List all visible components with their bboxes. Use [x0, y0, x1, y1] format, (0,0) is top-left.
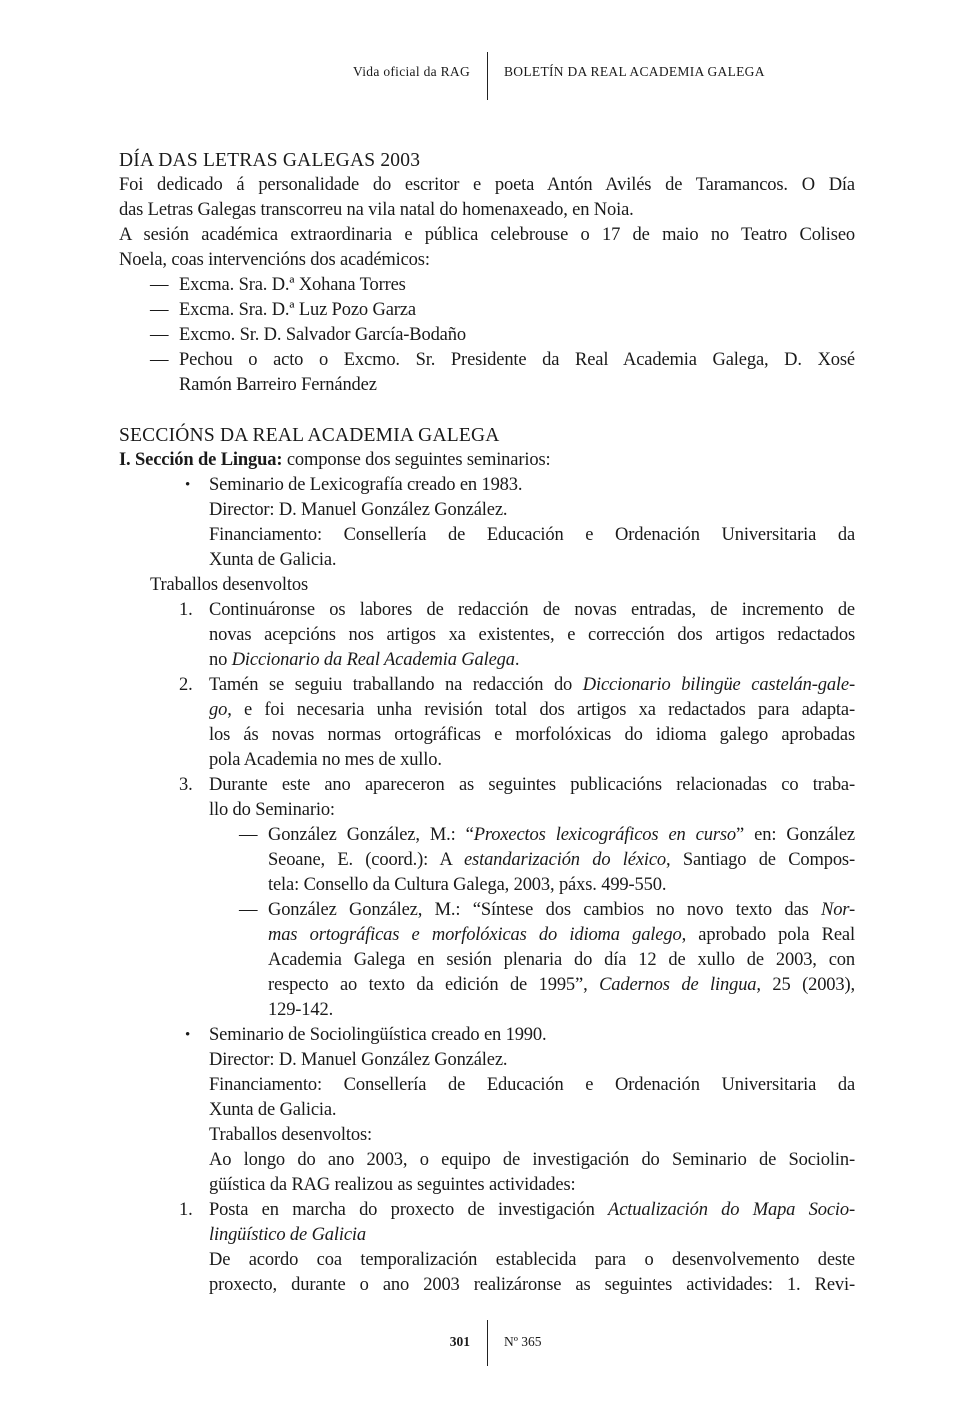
bullet-item [185, 473, 855, 498]
text: llo do Seminario: [209, 800, 335, 820]
number-marker: 3. [179, 775, 193, 795]
section-heading [119, 148, 855, 173]
text: respecto ao texto da edición de 1995”, [268, 975, 600, 995]
text-line [209, 1273, 855, 1298]
text: , e foi necesaria unha revisión total dos artigos xa redactados para adapta- [227, 700, 855, 720]
page-body [119, 148, 855, 1298]
dash-marker: — [239, 825, 258, 845]
work-title: Actualización do Mapa Socio- [608, 1200, 855, 1220]
work-title: Diccionario bilingüe castelán-gale- [582, 675, 855, 695]
text: Traballos desenvoltos [150, 575, 309, 595]
text: Xunta de Galicia. [209, 1100, 337, 1120]
dash-marker: — [150, 300, 169, 320]
text-line [209, 698, 855, 723]
text: Excma. Sra. D.ª Xohana Torres [179, 275, 406, 295]
text-line [150, 573, 855, 598]
text: Tamén se seguiu traballando na redacción do [209, 675, 583, 695]
subsection-label: I. Sección de Lingua: [119, 450, 283, 470]
text-line [268, 948, 855, 973]
text: , aprobado pola Real [681, 925, 855, 945]
text: componse dos seguintes seminarios: [282, 450, 551, 470]
work-title: Cadernos de lingua [599, 975, 757, 995]
reference-item [239, 823, 855, 848]
text-line [119, 248, 855, 273]
list-item [150, 273, 855, 298]
footer-divider [487, 1320, 488, 1366]
number-marker: 2. [179, 675, 193, 695]
list-item [150, 298, 855, 323]
text-line [209, 1073, 855, 1098]
text: Seminario de Lexicografía creado en 1983. [209, 475, 523, 495]
dash-marker: — [150, 350, 169, 370]
text: Noela, coas intervencións dos académicos: [119, 250, 430, 270]
text: Financiamento: Consellería de Educación e Ordenación Universitaria da [209, 1075, 855, 1095]
text: proxecto, durante o ano 2003 realizáronse as seguintes actividades: 1. Revi- [209, 1275, 855, 1295]
text-line [209, 523, 855, 548]
text: no [209, 650, 232, 670]
work-title: Proxectos lexicográficos en curso [473, 825, 737, 845]
text: Durante este ano apareceron as seguintes publicacións relacionadas co traba- [209, 775, 855, 795]
text: 129-142. [268, 1000, 334, 1020]
work-title: go [209, 700, 228, 720]
text: Foi dedicado á personalidade do escritor e poeta Antón Avilés de Taramancos. O Día [119, 175, 855, 195]
text-line [179, 373, 855, 398]
dash-marker: — [239, 900, 258, 920]
running-header-journal: BOLETÍN DA REAL ACADEMIA GALEGA [504, 64, 765, 79]
text: Excma. Sra. D.ª Luz Pozo Garza [179, 300, 416, 320]
text: Xunta de Galicia. [209, 550, 337, 570]
number-marker: 1. [179, 600, 193, 620]
number-marker: 1. [179, 1200, 193, 1220]
text-line [209, 798, 855, 823]
text: Ramón Barreiro Fernández [179, 375, 377, 395]
text-line [209, 1098, 855, 1123]
bullet-marker: • [185, 477, 191, 493]
text-line [209, 1223, 855, 1248]
text: , Santiago de Compos- [666, 850, 855, 870]
text-line [209, 623, 855, 648]
reference-item [239, 898, 855, 923]
text: A sesión académica extraordinaria e pública celebrouse o 17 de maio no Teatro Coliseo [119, 225, 855, 245]
text-line [209, 748, 855, 773]
text-line [209, 1148, 855, 1173]
text-line [209, 648, 855, 673]
text-line [268, 848, 855, 873]
dash-marker: — [150, 275, 169, 295]
text: Director: D. Manuel González González. [209, 500, 508, 520]
list-item [150, 323, 855, 348]
work-title: Nor- [821, 900, 855, 920]
text-line [119, 173, 855, 198]
list-item [150, 348, 855, 373]
work-title: mas ortográficas e morfolóxicas do idioma galego [268, 925, 682, 945]
running-header-section: Vida oficial da RAG [353, 64, 470, 79]
text: Continuáronse os labores de redacción de novas entradas, de incremento de [209, 600, 855, 620]
text-line [209, 498, 855, 523]
text-line [119, 198, 855, 223]
text-line [209, 1173, 855, 1198]
text: De acordo coa temporalización establecida para o desenvolvemento deste [209, 1250, 855, 1270]
numbered-item [179, 773, 855, 798]
text: . [514, 650, 520, 670]
text: Seminario de Sociolingüística creado en 1990. [209, 1025, 547, 1045]
bullet-item [185, 1023, 855, 1048]
numbered-item [179, 1198, 855, 1223]
text-line [209, 1048, 855, 1073]
text-line [209, 1123, 855, 1148]
heading-text: DÍA DAS LETRAS GALEGAS 2003 [119, 150, 421, 171]
section-heading [119, 423, 855, 448]
text-line [209, 1248, 855, 1273]
text: Financiamento: Consellería de Educación e Ordenación Universitaria da [209, 525, 855, 545]
numbered-item [179, 598, 855, 623]
text: , 25 (2003), [756, 975, 855, 995]
text: Academia Galega en sesión plenaria do día 12 de xullo de 2003, con [268, 950, 855, 970]
text: novas acepcións nos artigos xa existentes, e corrección dos artigos redactados [209, 625, 855, 645]
text: güística da RAG realizou as seguintes actividades: [209, 1175, 576, 1195]
heading-text: SECCIÓNS DA REAL ACADEMIA GALEGA [119, 425, 500, 446]
text-line [268, 973, 855, 998]
text-line [268, 873, 855, 898]
text: Director: D. Manuel González González. [209, 1050, 508, 1070]
text: González González, M.: “Síntese dos cambios no novo texto das [268, 900, 822, 920]
text: Excmo. Sr. D. Salvador García-Bodaño [179, 325, 466, 345]
text: das Letras Galegas transcorreu na vila natal do homenaxeado, en Noia. [119, 200, 634, 220]
text: Traballos desenvoltos: [209, 1125, 373, 1145]
text: Posta en marcha do proxecto de investigación [209, 1200, 609, 1220]
text-line [119, 223, 855, 248]
text-line [209, 548, 855, 573]
text: Seoane, E. (coord.): A [268, 850, 464, 870]
subsection-line [119, 448, 855, 473]
text-line [268, 923, 855, 948]
text: los ás novas normas ortográficas e morfolóxicas do idioma galego aprobadas [209, 725, 855, 745]
text-line [268, 998, 855, 1023]
header-divider [487, 52, 488, 100]
text: Ao longo do ano 2003, o equipo de investigación do Seminario de Sociolin- [209, 1150, 855, 1170]
page-number: 301 [449, 1334, 470, 1349]
bullet-marker: • [185, 1027, 191, 1043]
dash-marker: — [150, 325, 169, 345]
issue-number: Nº 365 [504, 1334, 542, 1349]
numbered-item [179, 673, 855, 698]
text: González González, M.: “ [268, 825, 474, 845]
text: ” en: González [736, 825, 855, 845]
work-title: estandarización do léxico [463, 850, 667, 870]
text: tela: Consello da Cultura Galega, 2003, páxs. 499-550. [268, 875, 667, 895]
work-title: lingüístico de Galicia [209, 1225, 367, 1245]
text: Pechou o acto o Excmo. Sr. Presidente da Real Academia Galega, D. Xosé [179, 350, 855, 370]
work-title: Diccionario da Real Academia Galega [231, 650, 515, 670]
text-line [209, 723, 855, 748]
text: pola Academia no mes de xullo. [209, 750, 442, 770]
